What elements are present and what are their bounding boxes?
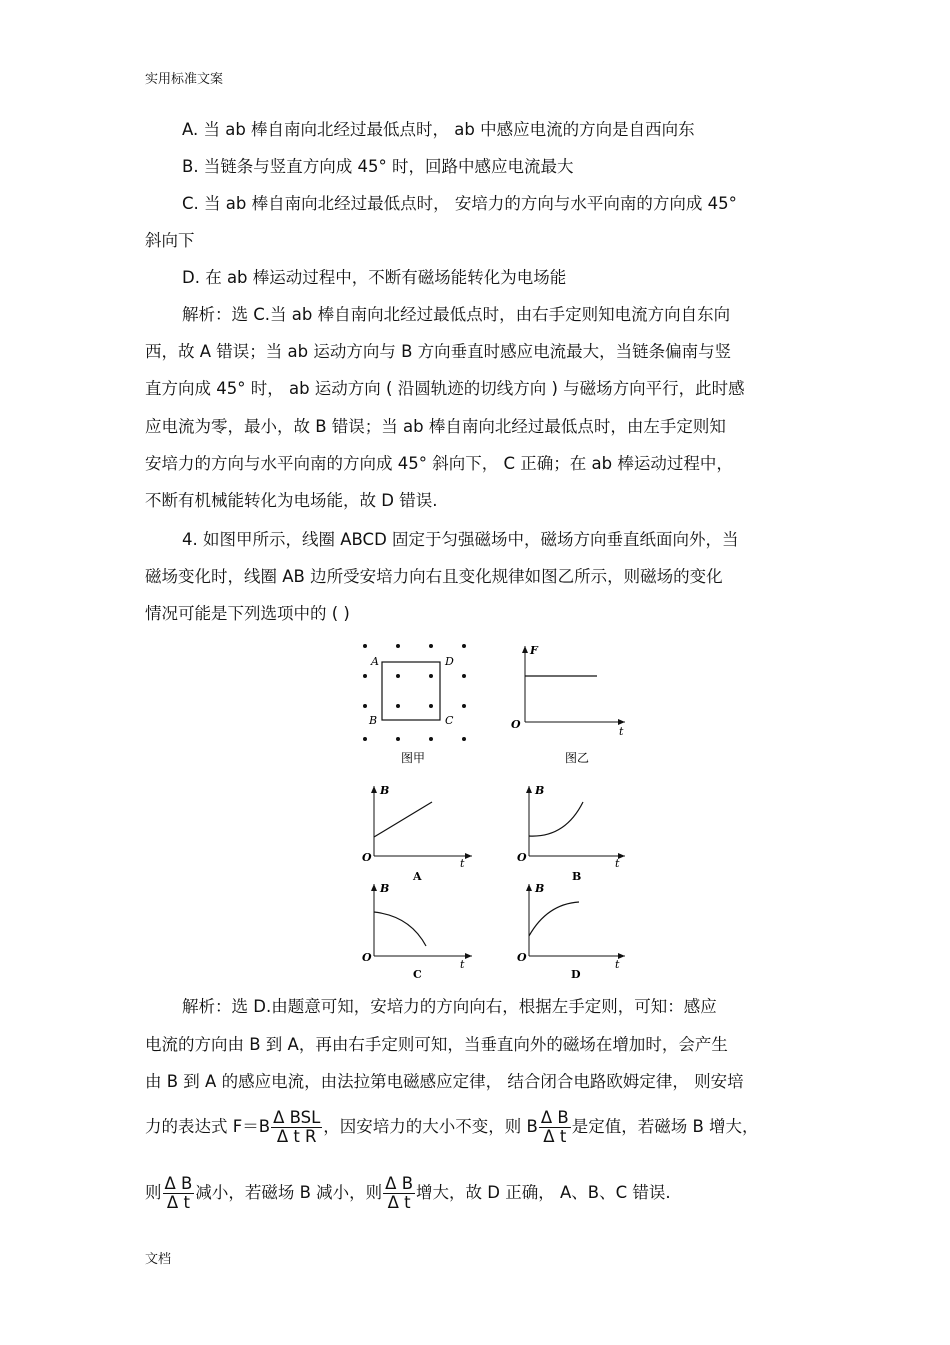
axis-label: B bbox=[380, 784, 390, 797]
origin-label: O bbox=[511, 718, 521, 731]
formula-text: 是定值，若磁场 B 增大， bbox=[571, 1117, 759, 1136]
analysis1-line: 安培力的方向与水平向南的方向成 45° 斜向下， C 正确；在 ab 棒运动过程中， bbox=[145, 454, 733, 473]
figure-caption: C bbox=[413, 968, 422, 980]
analysis1-line: 西，故 A 错误；当 ab 运动方向与 B 方向垂直时感应电流最大，当链条偏南与竖 bbox=[145, 342, 732, 361]
analysis1-line: 应电流为零，最小，故 B 错误；当 ab 棒自南向北经过最低点时，由左手定则知 bbox=[145, 417, 726, 436]
origin-label: O bbox=[517, 951, 527, 964]
axis-label: t bbox=[460, 857, 465, 870]
analysis1-line: 解析：选 C.当 ab 棒自南向北经过最低点时，由右手定则知电流方向自东向 bbox=[182, 305, 731, 324]
axis-label: t bbox=[619, 725, 624, 738]
origin-label: O bbox=[362, 851, 372, 864]
graph-option-a bbox=[360, 782, 475, 882]
corner-label: C bbox=[445, 714, 454, 727]
fraction-numerator: Δ BSL bbox=[273, 1108, 321, 1127]
fraction-denominator: Δ t bbox=[543, 1127, 567, 1146]
figure-caption: B bbox=[572, 870, 582, 882]
axis-label: t bbox=[615, 958, 620, 971]
option-c-line1: C. 当 ab 棒自南向北经过最低点时， 安培力的方向与水平向南的方向成 45° bbox=[182, 194, 737, 213]
analysis2-formula-line bbox=[145, 1108, 759, 1146]
fraction-db-dt bbox=[383, 1175, 415, 1212]
analysis2-line: 由 B 到 A 的感应电流，由法拉第电磁感应定律， 结合闭合电路欧姆定律， 则安培 bbox=[145, 1072, 744, 1091]
axis-label: F bbox=[530, 644, 538, 657]
graph-option-c bbox=[360, 880, 475, 980]
formula-text: 则 bbox=[145, 1183, 162, 1202]
figure-caption: 图甲 bbox=[401, 751, 426, 765]
option-d: D. 在 ab 棒运动过程中，不断有磁场能转化为电场能 bbox=[182, 268, 567, 287]
fraction-db-dt bbox=[163, 1175, 195, 1212]
fraction-numerator: Δ B bbox=[540, 1108, 569, 1127]
corner-label: D bbox=[445, 655, 454, 668]
axis-label: B bbox=[380, 882, 390, 895]
formula-text: ，因安培力的大小不变，则 B bbox=[323, 1117, 538, 1136]
option-c-line2: 斜向下 bbox=[145, 231, 195, 250]
axis-label: t bbox=[615, 857, 620, 870]
question4-line: 情况可能是下列选项中的 ( ) bbox=[145, 604, 350, 623]
analysis1-line: 直方向成 45° 时， ab 运动方向 ( 沿圆轨迹的切线方向 ) 与磁场方向平行，此时感 bbox=[145, 379, 745, 398]
figure-caption: D bbox=[571, 968, 581, 980]
analysis1-line: 不断有机械能转化为电场能，故 D 错误. bbox=[145, 491, 438, 510]
question4-line: 4. 如图甲所示，线圈 ABCD 固定于匀强磁场中，磁场方向垂直纸面向外，当 bbox=[182, 530, 739, 549]
graph-option-d bbox=[515, 880, 630, 980]
analysis2-conclusion-line bbox=[145, 1174, 671, 1212]
analysis2-line: 电流的方向由 B 到 A，再由右手定则可知，当垂直向外的磁场在增加时，会产生 bbox=[145, 1035, 728, 1054]
page-footer: 文档 bbox=[145, 1252, 172, 1267]
analysis2-line: 解析：选 D.由题意可知，安培力的方向向右，根据左手定则，可知：感应 bbox=[182, 997, 717, 1016]
corner-label: B bbox=[369, 714, 378, 727]
fraction-bsl bbox=[271, 1109, 322, 1146]
figure-caption: 图乙 bbox=[565, 751, 590, 765]
option-b: B. 当链条与竖直方向成 45° 时，回路中感应电流最大 bbox=[182, 157, 574, 176]
page-header: 实用标准文案 bbox=[145, 72, 224, 87]
fraction-numerator: Δ B bbox=[385, 1174, 414, 1193]
figure-yi bbox=[505, 640, 635, 770]
axis-label: t bbox=[460, 958, 465, 971]
origin-label: O bbox=[362, 951, 372, 964]
formula-text: 增大，故 D 正确， A、B、C 错误. bbox=[416, 1183, 671, 1202]
figure-caption: A bbox=[413, 870, 422, 882]
fraction-denominator: Δ t bbox=[387, 1193, 411, 1212]
fraction-db-dt bbox=[539, 1109, 571, 1146]
graph-option-b bbox=[515, 782, 630, 882]
origin-label: O bbox=[517, 851, 527, 864]
axis-label: B bbox=[535, 784, 545, 797]
question4-line: 磁场变化时，线圈 AB 边所受安培力向右且变化规律如图乙所示，则磁场的变化 bbox=[145, 567, 723, 586]
fraction-denominator: Δ t bbox=[166, 1193, 190, 1212]
formula-text: 减小，若磁场 B 减小，则 bbox=[195, 1183, 383, 1202]
axis-label: B bbox=[535, 882, 545, 895]
corner-label: A bbox=[371, 655, 379, 668]
fraction-denominator: Δ t R bbox=[276, 1127, 317, 1146]
formula-text: 力的表达式 F＝B bbox=[145, 1117, 271, 1136]
fraction-numerator: Δ B bbox=[164, 1174, 193, 1193]
figure-jia bbox=[355, 636, 475, 771]
option-a: A. 当 ab 棒自南向北经过最低点时， ab 中感应电流的方向是自西向东 bbox=[182, 120, 695, 139]
